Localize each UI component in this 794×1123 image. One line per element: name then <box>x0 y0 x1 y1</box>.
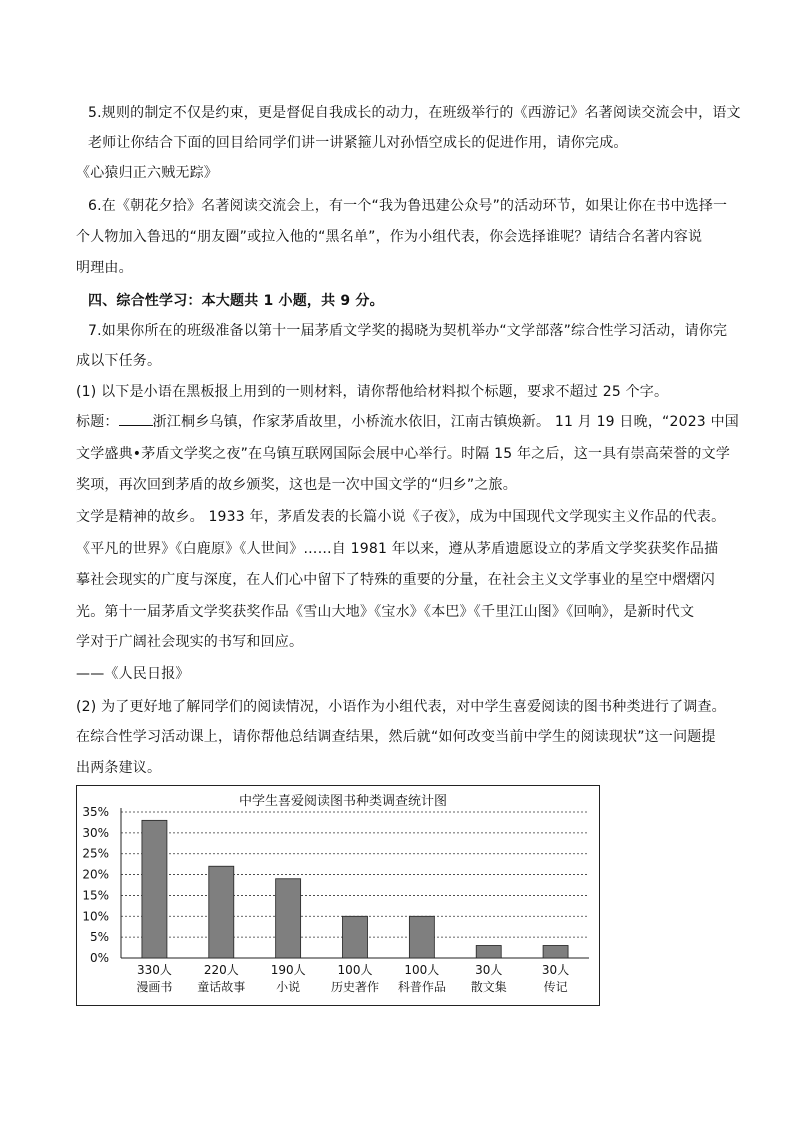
bar-chart-svg <box>77 786 599 1005</box>
x-category-label: 漫画书 <box>136 980 173 994</box>
bar <box>209 866 234 958</box>
x-category-label: 小说 <box>276 980 301 994</box>
bar-count-label: 220人 <box>203 963 239 977</box>
material-line-7: 光。第十一届茅盾文学奖获奖作品《雪山大地》《宝水》《本巴》《千里江山图》《回响》，是新时代文 <box>76 604 695 620</box>
material-line-1 <box>76 413 739 431</box>
y-tick-label: 10% <box>82 909 109 924</box>
question-7-line-2: 成以下任务。 <box>76 353 162 369</box>
material-line-4: 文学是精神的故乡。 1933 年，茅盾发表的长篇小说《子夜》，成为中国现代文学现实主义作品的代表。 <box>76 509 726 525</box>
question-7-line-1: 7.如果你所在的班级准备以第十一届茅盾文学奖的揭晓为契机举办“文学部落”综合性学习活动，请你完 <box>88 323 728 339</box>
chapter-title: 《心猿归正六贼无踪》 <box>76 165 218 181</box>
section-heading: 四、综合性学习：本大题共 1 小题，共 9 分。 <box>88 293 384 309</box>
y-tick-label: 5% <box>89 930 109 945</box>
question-6-line-2: 个人物加入鲁迅的“朋友圈”或拉入他的“黑名单”，作为小组代表，你会选择谁呢？请结合名著内容说 <box>76 229 703 245</box>
y-tick-label: 15% <box>82 888 109 903</box>
bar-count-label: 330人 <box>136 963 172 977</box>
title-blank[interactable] <box>119 413 153 426</box>
material-line-3: 奖项，再次回到茅盾的故乡颁奖，这也是一次中国文学的“归乡”之旅。 <box>76 477 517 493</box>
material-line-6: 摹社会现实的广度与深度，在人们心中留下了特殊的重要的分量，在社会主义文学事业的星空中熠熠闪 <box>76 572 715 588</box>
task-2-line-2: 在综合性学习活动课上，请你帮他总结调查结果，然后就“如何改变当前中学生的阅读现状”这一问题提 <box>76 729 716 745</box>
bar <box>343 916 368 958</box>
y-tick-label: 30% <box>82 825 109 840</box>
material-source: ——《人民日报》 <box>76 666 190 682</box>
x-category-label: 历史著作 <box>330 980 380 994</box>
bar <box>409 916 434 958</box>
x-category-label: 科普作品 <box>397 980 446 994</box>
bar-count-label: 100人 <box>404 963 440 977</box>
bar <box>543 945 568 958</box>
question-5-line-1: 5.规则的制定不仅是约束，更是督促自我成长的动力，在班级举行的《西游记》名著阅读交流会中，语文 <box>88 105 741 121</box>
bar-count-label: 100人 <box>337 963 373 977</box>
bar <box>476 945 501 958</box>
bar-count-label: 190人 <box>270 963 306 977</box>
y-tick-label: 20% <box>82 867 109 882</box>
bar-count-label: 30人 <box>475 963 503 977</box>
y-tick-label: 25% <box>82 846 109 861</box>
task-2-line-3: 出两条建议。 <box>76 760 162 776</box>
material-line-2: 文学盛典•茅盾文学奖之夜”在乌镇互联网国际会展中心举行。时隔 15 年之后，这一具有崇高荣誉的文学 <box>76 446 731 462</box>
task-2-line-1: (2) 为了更好地了解同学们的阅读情况，小语作为小组代表，对中学生喜爱阅读的图书种类进行了调查。 <box>76 699 726 715</box>
x-category-label: 散文集 <box>470 980 507 994</box>
material-line-5: 《平凡的世界》《白鹿原》《人世间》……自 1981 年以来，遵从茅盾遗愿设立的茅盾文学奖获奖作品描 <box>76 541 719 557</box>
bar <box>276 879 301 958</box>
title-label: 标题： <box>76 414 119 430</box>
material-line-1-text: 浙江桐乡乌镇，作家茅盾故里，小桥流水依旧，江南古镇焕新。 11 月 19 日晚，“2023 中国 <box>152 414 739 430</box>
bar-chart <box>76 785 600 1006</box>
question-5-line-2: 老师让你结合下面的回目给同学们讲一讲紧箍儿对孙悟空成长的促进作用，请你完成。 <box>88 135 628 151</box>
material-line-8: 学对于广阔社会现实的书写和回应。 <box>76 634 304 650</box>
question-6-line-3: 明理由。 <box>76 260 133 276</box>
task-1-instruction: (1) 以下是小语在黑板报上用到的一则材料，请你帮他给材料拟个标题，要求不超过 25 个字。 <box>76 384 669 400</box>
x-category-label: 传记 <box>543 980 568 994</box>
chart-title: 中学生喜爱阅读图书种类调查统计图 <box>238 794 448 809</box>
x-category-label: 童话故事 <box>197 980 246 994</box>
bar-count-label: 30人 <box>541 963 570 977</box>
y-tick-label: 35% <box>82 805 109 819</box>
bar <box>142 820 167 958</box>
question-6-line-1: 6.在《朝花夕拾》名著阅读交流会上，有一个“我为鲁迅建公众号”的活动环节，如果让你在书中选择一 <box>88 198 728 214</box>
y-tick-label: 0% <box>89 951 109 965</box>
